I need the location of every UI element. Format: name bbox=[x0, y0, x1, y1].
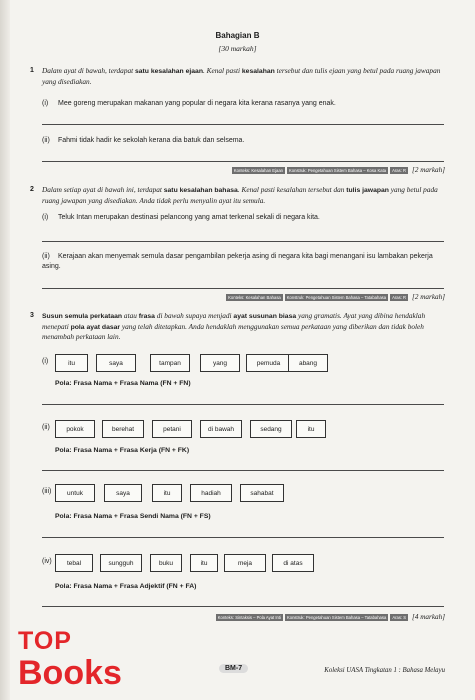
logo-top-text: TOP bbox=[18, 627, 72, 655]
question-3-context-tags bbox=[216, 613, 445, 621]
level-tag: Aras: S bbox=[392, 614, 407, 620]
answer-line[interactable] bbox=[42, 161, 444, 162]
word-box: sahabat bbox=[240, 484, 284, 502]
answer-line[interactable] bbox=[42, 606, 444, 607]
word-box: untuk bbox=[55, 484, 95, 502]
page-number: BM-7 bbox=[219, 664, 248, 673]
pattern-label: Pola: Frasa Nama + Frasa Sendi Nama (FN + FS) bbox=[55, 513, 211, 520]
question-2-context-tags bbox=[226, 293, 445, 301]
word-box: tebal bbox=[55, 554, 93, 572]
pattern-label: Pola: Frasa Nama + Frasa Nama (FN + FN) bbox=[55, 380, 191, 387]
question-3-instruction: Susun semula perkataan atau frasa di bawah supaya menjadi ayat susunan biasa yang gramatis. Ayat yang dibina hendaklah menepati pola ayat dasar yang telah ditetapkan. Anda hendaklah menggunakan semua perkataan yang diberikan dan tidak boleh menambah perkataan lain. bbox=[42, 311, 426, 342]
row-label: (ii) bbox=[42, 424, 50, 431]
word-box: di bawah bbox=[200, 420, 242, 438]
level-tag: Aras: R bbox=[392, 294, 407, 300]
logo-books-text: Books bbox=[18, 654, 122, 692]
question-2-number: 2 bbox=[30, 186, 34, 193]
question-2-item-1: (i) Teluk Intan merupakan destinasi pelancong yang amat terkenal sekali di negara kita. bbox=[42, 214, 320, 221]
word-box: abang bbox=[288, 354, 328, 372]
word-box: itu bbox=[296, 420, 326, 438]
row-label: (i) bbox=[42, 358, 49, 365]
context-tag: Konteks: Kesalahan Ejaan bbox=[233, 167, 283, 173]
question-1-context-tags bbox=[232, 166, 445, 174]
word-box: itu bbox=[190, 554, 218, 572]
word-box: yang bbox=[200, 354, 240, 372]
word-box: pokok bbox=[55, 420, 95, 438]
construct-tag: Konstruk: Pengetahuan Sistem Bahasa – Tatabahasa bbox=[286, 614, 387, 620]
answer-line[interactable] bbox=[42, 470, 444, 471]
word-box: tampan bbox=[150, 354, 190, 372]
question-2-marks: [2 markah] bbox=[412, 293, 445, 301]
answer-line[interactable] bbox=[42, 241, 444, 242]
context-tag: Konteks: Kesalahan Bahasa bbox=[228, 294, 281, 300]
section-marks: [30 markah] bbox=[218, 44, 257, 53]
question-2-instruction: Dalam setiap ayat di bawah ini, terdapat satu kesalahan bahasa. Kenal pasti kesalahan tersebut dan tulis jawapan yang betul pada ruang jawapan yang disediakan. Anda tidak perlu menyalin ayat itu semula. bbox=[42, 185, 438, 205]
construct-tag: Konstruk: Pengetahuan Sistem Bahasa – Tatabahasa bbox=[286, 294, 387, 300]
word-box: itu bbox=[152, 484, 182, 502]
word-box: buku bbox=[150, 554, 182, 572]
answer-line[interactable] bbox=[42, 124, 444, 125]
word-box: saya bbox=[104, 484, 142, 502]
pattern-label: Pola: Frasa Nama + Frasa Adjektif (FN + FA) bbox=[55, 583, 197, 590]
row-label: (iv) bbox=[42, 558, 52, 565]
pattern-label: Pola: Frasa Nama + Frasa Kerja (FN + FK) bbox=[55, 447, 190, 454]
question-1-item-2: (ii) Fahmi tidak hadir ke sekolah kerana dia batuk dan selsema. bbox=[42, 137, 245, 144]
topbooks-watermark-logo bbox=[18, 627, 122, 692]
section-title: Bahagian B bbox=[215, 31, 260, 40]
word-box: sungguh bbox=[100, 554, 142, 572]
question-2-item-2: (ii) Kerajaan akan menyemak semula dasar pengambilan pekerja asing di negara kita bagi menangani isu lambakan pekerja asing. bbox=[42, 253, 433, 270]
level-tag: Aras: R bbox=[392, 167, 407, 173]
question-1-number: 1 bbox=[30, 67, 34, 74]
context-tag: Konteks: Sintaksis – Pola Ayat Inti bbox=[217, 614, 281, 620]
word-box: hadiah bbox=[190, 484, 232, 502]
answer-line[interactable] bbox=[42, 537, 444, 538]
question-3-marks: [4 markah] bbox=[412, 613, 445, 621]
word-box: sedang bbox=[250, 420, 292, 438]
construct-tag: Konstruk: Pengetahuan Sistem Bahasa – Kosa Kata bbox=[289, 167, 387, 173]
word-box: di atas bbox=[272, 554, 314, 572]
answer-line[interactable] bbox=[42, 288, 444, 289]
word-box: itu bbox=[55, 354, 88, 372]
question-1-instruction: Dalam ayat di bawah, terdapat satu kesalahan ejaan. Kenal pasti kesalahan tersebut dan tulis ejaan yang betul pada ruang jawapan yang disediakan. bbox=[42, 66, 441, 86]
word-box: saya bbox=[96, 354, 136, 372]
word-box: meja bbox=[224, 554, 266, 572]
question-1-marks: [2 markah] bbox=[412, 166, 445, 174]
running-footer-title: Koleksi UASA Tingkatan 1 : Bahasa Melayu bbox=[324, 667, 445, 674]
word-box: berehat bbox=[102, 420, 144, 438]
question-1-item-1: (i) Mee goreng merupakan makanan yang popular di negara kita kerana rasanya yang enak. bbox=[42, 100, 336, 107]
word-box: pemuda bbox=[246, 354, 291, 372]
word-box: petani bbox=[152, 420, 192, 438]
question-3-number: 3 bbox=[30, 312, 34, 319]
row-label: (iii) bbox=[42, 488, 52, 495]
answer-line[interactable] bbox=[42, 404, 444, 405]
